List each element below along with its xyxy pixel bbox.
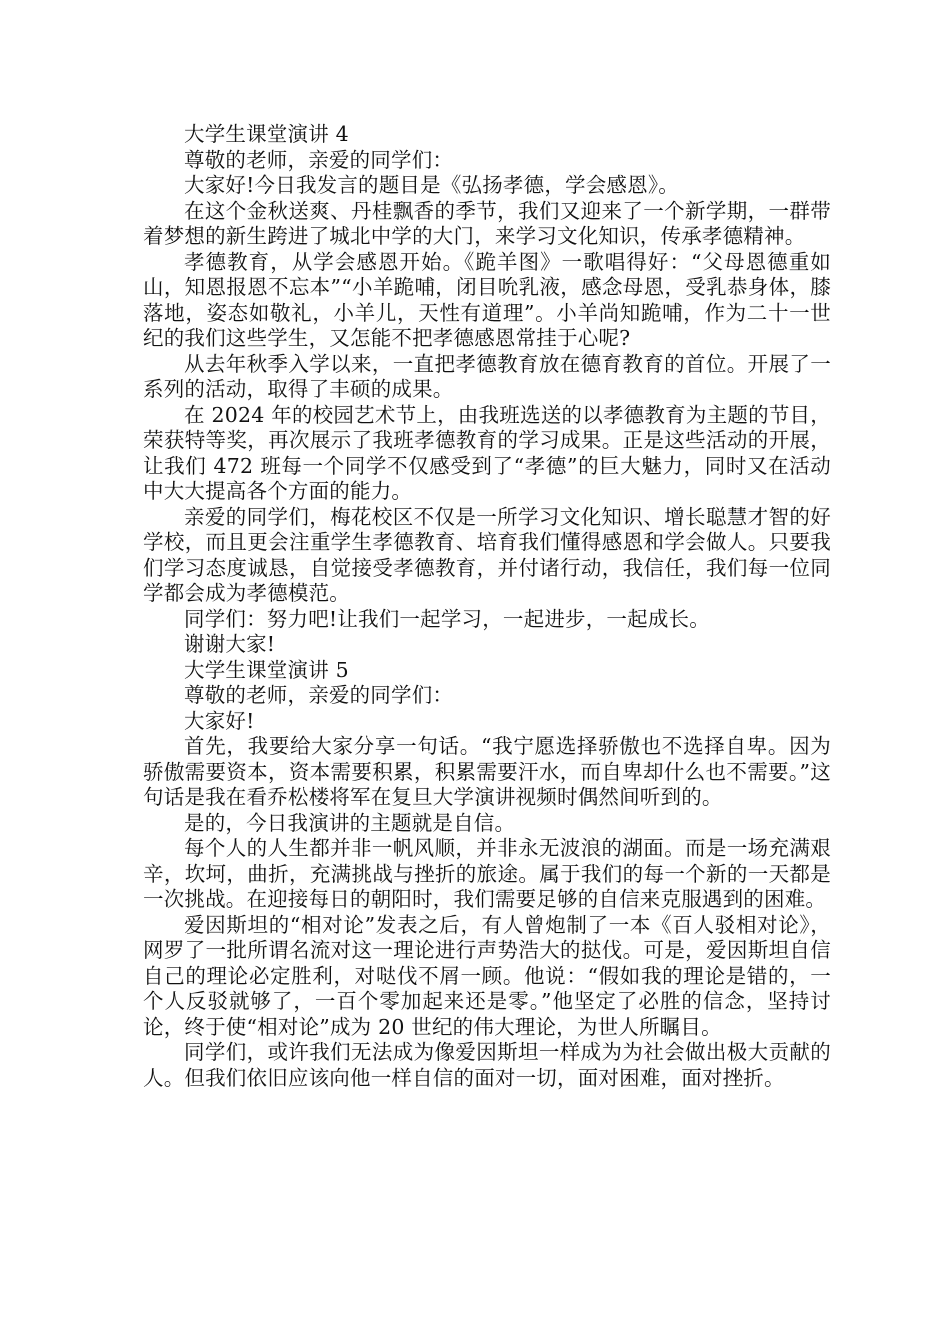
- speech-5-paragraph: 爱因斯坦的“相对论”发表之后，有人曾炮制了一本《百人驳相对论》，网罗了一批所谓名流对这一理论进行声势浩大的挞伐。可是，爱因斯坦自信自己的理论必定胜利，对哒伐不屑一顾。他说：“假如我的理论是错的，一个人反驳就够了，一百个零加起来还是零。”他坚定了必胜的信念，坚持讨论，终于使“相对论”成为 20 世纪的伟大理论，为世人所瞩目。: [143, 912, 831, 1039]
- speech-4-paragraph: 亲爱的同学们，梅花校区不仅是一所学习文化知识、增长聪慧才智的好学校，而且更会注重学生孝德教育、培育我们懂得感恩和学会做人。只要我们学习态度诚恳，自觉接受孝德教育，并付诸行动，我信任，我们每一位同学都会成为孝德模范。: [143, 504, 831, 605]
- speech-4-paragraph: 孝德教育，从学会感恩开始。《跪羊图》一歌唱得好：“父母恩德重如山，知恩报恩不忘本”“小羊跪哺，闭目吮乳液，感念母恩，受乳恭身体，膝落地，姿态如敬礼，小羊儿，天性有道理”。小羊尚知跪哺，作为二十一世纪的我们这些学生，又怎能不把孝德感恩常挂于心呢?: [143, 249, 831, 350]
- speech-5-paragraph: 同学们，或许我们无法成为像爱因斯坦一样成为为社会做出极大贡献的人。但我们依旧应该向他一样自信的面对一切，面对困难，面对挫折。: [143, 1040, 831, 1090]
- speech-5-heading: 大学生课堂演讲 5: [184, 657, 349, 682]
- speech-4-paragraph: 在这个金秋送爽、丹桂飘香的季节，我们又迎来了一个新学期，一群带着梦想的新生跨进了城北中学的大门，来学习文化知识，传承孝德精神。: [143, 198, 831, 248]
- speech-5-salutation: 尊敬的老师，亲爱的同学们：: [184, 683, 454, 707]
- document-body: [143, 122, 831, 1091]
- speech-4-heading: 大学生课堂演讲 4: [184, 122, 349, 146]
- speech-4-greeting: 大家好!今日我发言的题目是《弘扬孝德，学会感恩》。: [184, 173, 679, 197]
- speech-4-paragraph: 从去年秋季入学以来，一直把孝德教育放在德育教育的首位。开展了一系列的活动，取得了丰硕的成果。: [143, 351, 831, 401]
- speech-4-paragraph: 同学们：努力吧!让我们一起学习，一起进步，一起成长。: [184, 606, 710, 631]
- speech-4-paragraph: 在 2024 年的校园艺术节上，由我班选送的以孝德教育为主题的节目，荣获特等奖，再次展示了我班孝德教育的学习成果。正是这些活动的开展，让我们 472 班每一个同学不仅感受到了“孝德”的巨大魅力，同时又在活动中大大提高各个方面的能力。: [143, 402, 831, 503]
- speech-5-paragraph: 是的，今日我演讲的主题就是自信。: [184, 810, 516, 835]
- speech-5-paragraph: 首先，我要给大家分享一句话。“我宁愿选择骄傲也不选择自卑。因为骄傲需要资本，资本需要积累，积累需要汗水，而自卑却什么也不需要。”这句话是我在看乔松楼将军在复旦大学演讲视频时偶然间听到的。: [143, 734, 831, 809]
- speech-4-closing: 谢谢大家!: [184, 632, 276, 656]
- speech-5-greeting: 大家好!: [184, 708, 255, 733]
- speech-5-paragraph: 每个人的人生都并非一帆风顺，并非永无波浪的湖面。而是一场充满艰辛，坎坷，曲折，充满挑战与挫折的旅途。属于我们的每一个新的一天都是一次挑战。在迎接每日的朝阳时，我们需要足够的自信来克服遇到的困难。: [143, 836, 831, 911]
- speech-4-salutation: 尊敬的老师，亲爱的同学们：: [184, 147, 454, 172]
